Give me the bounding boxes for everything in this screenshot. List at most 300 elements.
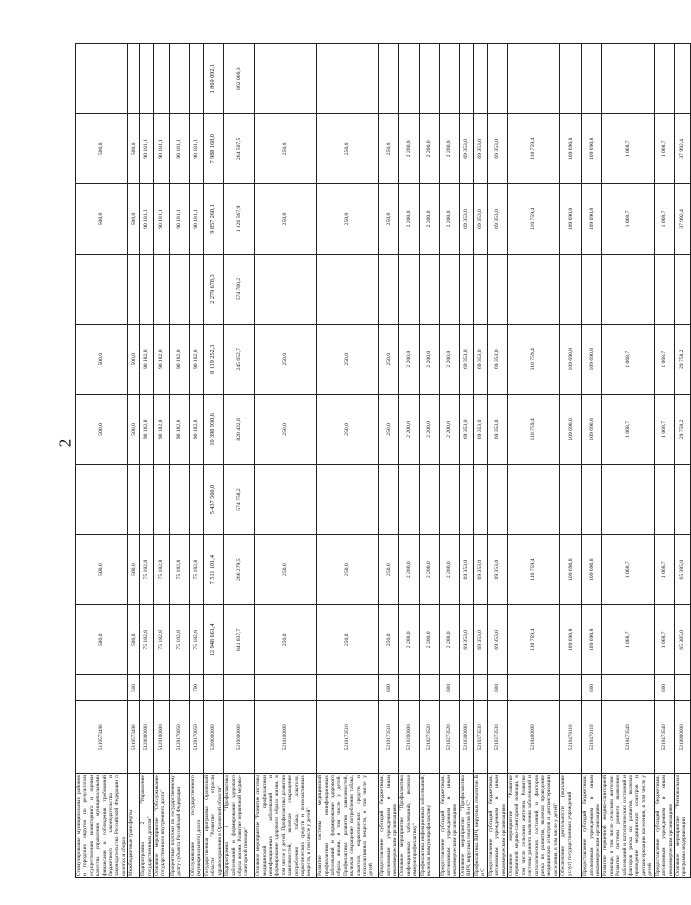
row-value-cell: 500,0 [128,605,140,675]
row-value-cell [76,254,128,324]
row-name-cell: Основное мероприятие "Профилактика ВИЧ, вирусных гепатитов В и С" [459,775,473,876]
row-value-cell: 90 181,1 [190,184,204,254]
row-value-cell: 250,0 [255,394,317,464]
row-value-cell: 2 200,0 [419,535,439,605]
row-code-cell: 5210300000 [459,701,473,774]
row-value-cell: 109 690,8 [560,535,582,605]
row-type-cell [170,675,190,701]
row-value-cell [128,254,140,324]
row-value-cell [487,44,507,114]
row-name-cell: Процентные платежи по государственному долгу субъекта Российской Федерации [170,774,190,878]
row-value-cell [128,44,140,114]
table-row [190,44,204,878]
row-code-cell: 5120100000 [154,701,170,774]
row-value-cell: 109 690,8 [560,605,582,675]
row-value-cell: 110 759,4 [507,535,559,605]
row-value-cell [419,44,439,114]
row-value-cell: 250,0 [317,324,379,394]
row-value-cell: 500,0 [128,394,140,464]
row-name-cell: Обеспечение деятельности (оказание услуг) государственных учреждений [560,774,582,878]
row-value-cell: 90 181,1 [140,184,154,254]
row-type-cell: 700 [190,675,204,701]
row-value-cell [602,254,654,324]
row-value-cell: 2 200,0 [399,324,419,394]
row-name-cell: Государственная программа Орловской области "Развитие отрасли здравоохранения в Орловской области" [203,775,223,876]
row-value-cell: 1 068,7 [654,605,674,675]
row-name-cell: Основное мероприятие "Развитие первичной медико-санитарной помощи, в том числе сельским жителям. Развитие системы раннего выявления заболеваний и патологических состояний и факторов риска их развития, включая проведение медицинских осмотров и диспансеризации населения, в том числе у детей" [507,775,559,876]
row-code-cell: 5210100000 [255,701,317,774]
row-value-cell: 250,0 [379,324,399,394]
row-value-cell [602,44,654,114]
row-value-cell: 250,0 [317,394,379,464]
row-value-cell: 1 068,7 [654,114,674,184]
row-value-cell: 90 181,1 [154,184,170,254]
row-value-cell: 90 182,8 [154,394,170,464]
row-value-cell: 2 200,0 [439,394,459,464]
table-row [379,44,399,878]
row-value-cell: 90 182,8 [154,324,170,394]
row-value-cell: 250,0 [255,535,317,605]
row-value-cell: 2 200,0 [439,605,459,675]
row-value-cell: 500,0 [76,394,128,464]
row-value-cell [419,464,439,534]
row-value-cell: 2 279 678,3 [203,254,223,324]
row-value-cell [473,254,487,324]
row-value-cell: 69 353,0 [473,535,487,605]
row-value-cell: 90 182,8 [170,324,190,394]
row-type-cell [224,675,255,701]
row-value-cell [654,464,674,534]
row-value-cell: 110 759,4 [507,394,559,464]
row-value-cell: 90 182,8 [140,324,154,394]
row-value-cell: 75 182,8 [190,535,204,605]
row-value-cell: 7 511 101,4 [203,535,223,605]
row-value-cell [654,44,674,114]
row-type-cell [154,675,170,701]
row-type-cell [602,675,654,701]
table-row [76,44,128,878]
row-type-cell [507,675,559,701]
row-value-cell [170,464,190,534]
row-code-cell: 5210373530 [473,701,487,774]
row-code-cell: 5120170050 [190,701,204,774]
row-value-cell: 2 200,0 [439,184,459,254]
row-value-cell: 1 068,7 [654,324,674,394]
row-code-cell: 5210173510 [317,701,379,774]
row-code-cell: 5210200000 [399,701,419,774]
table-row [170,44,190,878]
row-value-cell: 1 068,7 [654,535,674,605]
row-value-cell: 7 988 168,0 [203,114,223,184]
row-value-cell [439,464,459,534]
row-value-cell: 1 068,7 [654,394,674,464]
row-value-cell: 90 181,1 [170,114,190,184]
row-value-cell: 75 182,8 [140,605,154,675]
row-value-cell: 245 652,7 [224,324,255,394]
row-value-cell: 264 507,5 [224,114,255,184]
row-value-cell: 110 759,4 [507,114,559,184]
row-value-cell: 2 200,0 [419,114,439,184]
row-name-cell: Обслуживание государственного (муниципального) долга [190,775,203,876]
row-value-cell: 2 200,0 [399,535,419,605]
table-row [459,44,473,878]
row-value-cell [399,254,419,324]
row-value-cell: 29 758,2 [674,324,690,394]
row-value-cell: 500,0 [76,605,128,675]
row-value-cell: 2 200,0 [439,535,459,605]
table-row [128,44,140,878]
table-row [487,44,507,878]
row-type-cell: 600 [582,675,602,701]
row-value-cell [459,254,473,324]
row-value-cell: 110 759,4 [507,184,559,254]
row-name-cell: Развитие первичной медико-санитарной помощи, в том числе сельским жителям. Развитие системы раннего выявления заболеваний и патологических состояний и факторов риска их развития, включая проведение медицинских осмотров и диспансеризации населения, в том числе у детей [602,775,654,876]
row-value-cell: 12 948 661,4 [203,605,223,675]
row-code-cell: 5210273520 [439,701,459,774]
row-value-cell [170,254,190,324]
row-code-cell: 5210173510 [379,701,399,774]
row-value-cell: 109 690,8 [560,324,582,394]
row-value-cell: 250,0 [379,394,399,464]
row-code-cell: 5210470110 [560,701,582,774]
row-value-cell [399,464,419,534]
row-type-cell [560,675,582,701]
row-value-cell: 250,0 [317,114,379,184]
row-value-cell [255,254,317,324]
row-value-cell [379,464,399,534]
row-value-cell: 69 353,0 [487,394,507,464]
row-value-cell [140,44,154,114]
row-value-cell: 1 126 567,9 [224,184,255,254]
row-value-cell [154,254,170,324]
row-value-cell [582,254,602,324]
row-value-cell: 250,0 [317,605,379,675]
row-value-cell: 1 068,7 [602,605,654,675]
row-value-cell: 1 869 092,1 [203,44,223,114]
row-value-cell: 862 060,3 [224,44,255,114]
row-value-cell [399,44,419,114]
row-name-cell: Предоставление субсидий бюджетным, автономным учреждениям и иным некоммерческим организациям [654,775,674,876]
row-value-cell [140,254,154,324]
row-code-cell: 5210473540 [654,701,674,774]
row-value-cell: 110 759,4 [507,324,559,394]
row-value-cell: 10 398 930,6 [203,394,223,464]
row-value-cell: 75 182,8 [140,535,154,605]
row-value-cell [473,44,487,114]
row-value-cell: 69 353,0 [487,114,507,184]
row-value-cell: 90 182,8 [140,394,154,464]
row-value-cell: 90 181,1 [154,114,170,184]
row-name-cell: Профилактика ВИЧ, вирусных гепатитов В и С [473,775,487,876]
row-value-cell: 2 200,0 [419,184,439,254]
row-value-cell: 90 181,1 [190,114,204,184]
row-value-cell: 500,0 [76,324,128,394]
row-value-cell: 69 353,0 [459,324,473,394]
row-value-cell: 250,0 [379,114,399,184]
row-code-cell: 5200000000 [203,701,223,774]
row-value-cell: 109 690,8 [560,114,582,184]
row-value-cell [439,44,459,114]
row-value-cell: 69 353,0 [473,605,487,675]
row-type-cell [459,675,473,701]
row-value-cell: 8 119 252,3 [203,324,223,394]
row-value-cell: 69 353,0 [473,324,487,394]
row-value-cell: 250,0 [255,114,317,184]
row-name-cell: Основное мероприятие "Развитие системы медицинской профилактики неинфекционных заболеваний и формирование здорового образа жизни, в том числе у детей. Профилактика развития зависимостей, включая сокращение потребления табака, алкоголя, наркотических средств и психоактивных веществ, в том числе у детей" [255,774,317,878]
row-value-cell [128,464,140,534]
row-value-cell [190,44,204,114]
row-value-cell: 250,0 [379,605,399,675]
row-value-cell: 75 182,8 [170,535,190,605]
row-type-cell [203,675,223,701]
row-value-cell [379,254,399,324]
row-type-cell [255,675,317,701]
row-name-cell: Подпрограмма 1 "Профилактика заболеваний и формирование здорового образа жизни. Развитие первичной медико-санитарной помощи" [224,774,255,878]
row-value-cell [419,254,439,324]
table-row [674,44,690,878]
table-row [654,44,674,878]
row-value-cell: 2 200,0 [399,394,419,464]
row-value-cell: 500,0 [128,535,140,605]
row-type-cell [674,675,690,701]
row-value-cell: 500,0 [128,184,140,254]
row-value-cell: 69 353,0 [487,324,507,394]
table-row [560,44,582,878]
row-type-cell [419,675,439,701]
row-type-cell [317,675,379,701]
row-value-cell [560,464,582,534]
row-value-cell: 29 758,2 [674,394,690,464]
row-name-cell: Развитие системы медицинской профилактики неинфекционных заболеваний и формирование здорового образа жизни, в том числе у детей. Профилактика развития зависимостей, включая сокращение потребления табака, алкоголя, наркотических средств и психоактивных веществ, в том числе у детей [317,774,379,878]
row-code-cell: 5210000000 [224,701,255,774]
row-value-cell: 1 068,7 [602,184,654,254]
budget-table-rotated [75,43,688,878]
row-code-cell: 5210273520 [419,701,439,774]
row-value-cell [507,464,559,534]
row-value-cell: 90 181,1 [140,114,154,184]
row-value-cell: 574 758,2 [224,464,255,534]
row-value-cell: 75 182,8 [190,605,204,675]
row-value-cell: 69 353,0 [473,394,487,464]
row-value-cell [140,464,154,534]
row-value-cell: 75 182,8 [170,605,190,675]
row-name-cell: Подпрограмма 2 "Управление государственным долгом" [140,775,153,876]
row-value-cell [190,464,204,534]
row-value-cell [582,44,602,114]
row-type-cell: 600 [379,675,399,701]
page-number: 2 [55,438,75,448]
row-value-cell: 69 353,0 [459,535,473,605]
row-code-cell: 5210373530 [487,701,507,774]
row-value-cell: 109 690,8 [582,184,602,254]
row-value-cell: 69 353,0 [487,605,507,675]
row-value-cell: 266 279,5 [224,535,255,605]
row-code-cell: 5120170050 [170,701,190,774]
row-name-cell: Межбюджетные трансферты [128,774,140,878]
row-value-cell [560,254,582,324]
table-row [140,44,154,878]
row-value-cell: 2 200,0 [419,324,439,394]
row-value-cell: 500,0 [128,324,140,394]
row-type-cell [140,675,154,701]
row-name-cell: Предоставление субсидий бюджетным, автономным учреждениям и иным некоммерческим организациям [487,775,507,876]
row-code-cell: 5210400000 [507,701,559,774]
row-value-cell: 65 385,0 [674,535,690,605]
row-value-cell: 109 690,8 [560,394,582,464]
row-value-cell: 1 068,7 [602,394,654,464]
row-code-cell: 5110573490 [76,701,128,774]
row-value-cell [654,254,674,324]
row-value-cell: 69 353,0 [473,114,487,184]
table-row [473,44,487,878]
row-value-cell [317,44,379,114]
row-value-cell: 75 182,8 [154,605,170,675]
row-value-cell: 69 353,0 [459,184,473,254]
row-type-cell: 600 [487,675,507,701]
row-value-cell: 65 385,0 [674,605,690,675]
row-value-cell: 90 182,8 [170,394,190,464]
row-value-cell [439,254,459,324]
row-value-cell: 109 690,8 [582,394,602,464]
table-row [203,44,223,878]
row-value-cell: 250,0 [255,324,317,394]
row-value-cell [317,254,379,324]
row-value-cell: 109 690,8 [582,605,602,675]
row-value-cell [507,254,559,324]
table-row [255,44,317,878]
row-code-cell: 5210900000 [674,701,690,774]
row-value-cell: 2 200,0 [399,605,419,675]
row-value-cell: 109 690,8 [582,114,602,184]
row-value-cell: 1 068,7 [602,114,654,184]
table-row [439,44,459,878]
row-value-cell: 90 182,8 [190,324,204,394]
row-value-cell: 69 353,0 [487,535,507,605]
row-type-cell [473,675,487,701]
row-value-cell: 109 690,8 [582,324,602,394]
row-value-cell: 69 353,0 [487,184,507,254]
table-row [154,44,170,878]
table-row [602,44,654,878]
row-value-cell [379,44,399,114]
row-code-cell: 5120000000 [140,701,154,774]
row-code-cell: 5210470110 [582,701,602,774]
row-value-cell: 9 857 260,1 [203,184,223,254]
row-value-cell: 2 200,0 [419,394,439,464]
row-type-cell: 600 [439,675,459,701]
row-value-cell: 69 353,0 [473,184,487,254]
row-type-cell: 600 [654,675,674,701]
row-value-cell: 841 037,7 [224,605,255,675]
table-row [419,44,439,878]
row-value-cell [255,464,317,534]
row-value-cell: 2 200,0 [439,324,459,394]
row-value-cell [560,44,582,114]
row-name-cell: Основное мероприятие "Региональная программа модернизации [674,774,690,878]
row-type-cell: 500 [128,675,140,701]
row-code-cell: 5110573490 [128,701,140,774]
row-type-cell [76,675,128,701]
row-value-cell: 69 353,0 [459,114,473,184]
row-value-cell [487,254,507,324]
row-value-cell: 500,0 [128,114,140,184]
row-name-cell: Предоставление субсидий бюджетным, автономным учреждениям и иным некоммерческим организациям [439,775,459,876]
row-value-cell: 1 068,7 [654,184,674,254]
row-value-cell: 500,0 [76,114,128,184]
row-name-cell: Основное мероприятие "Обслуживание государственного внутреннего долга" [154,774,170,878]
row-value-cell: 69 353,0 [459,605,473,675]
row-value-cell: 75 182,8 [154,535,170,605]
row-value-cell [255,44,317,114]
row-value-cell: 574 780,2 [224,254,255,324]
row-value-cell [76,464,128,534]
row-value-cell: 820 432,8 [224,394,255,464]
row-value-cell: 250,0 [255,184,317,254]
row-value-cell: 2 200,0 [419,605,439,675]
row-type-cell [399,675,419,701]
row-value-cell [507,44,559,114]
row-value-cell: 250,0 [379,184,399,254]
row-value-cell: 109 690,8 [582,535,602,605]
row-value-cell: 250,0 [317,535,379,605]
row-value-cell: 2 200,0 [399,184,419,254]
row-value-cell: 90 181,1 [170,184,190,254]
row-value-cell: 2 200,0 [439,114,459,184]
row-name-cell: Стимулирование муниципальных районов и городских округов по результатам осуществления мониторинга и оценки качества управления муниципальными финансами и соблюдения требований бюджетного законодательства и законодательства Российской Федерации о налогах и сборах [76,775,127,876]
table-row [582,44,602,878]
row-value-cell [459,464,473,534]
row-value-cell: 250,0 [317,184,379,254]
row-value-cell [674,464,690,534]
row-value-cell [154,44,170,114]
row-value-cell: 37 992,4 [674,114,690,184]
row-value-cell [317,464,379,534]
table-row [224,44,255,878]
row-name-cell: Предоставление субсидий бюджетным, автономным учреждениям и иным некоммерческим организациям [379,775,398,876]
row-code-cell: 5210473540 [602,701,654,774]
row-name-cell: Предоставление субсидий бюджетным, автономным учреждениям и иным некоммерческим организациям [582,775,602,876]
row-value-cell: 250,0 [379,535,399,605]
row-value-cell: 1 068,7 [602,535,654,605]
table-row [317,44,379,878]
row-value-cell [582,464,602,534]
row-value-cell: 2 200,0 [399,114,419,184]
row-value-cell: 5 437 560,0 [203,464,223,534]
row-value-cell: 500,0 [76,535,128,605]
row-value-cell [76,44,128,114]
row-value-cell: 69 353,0 [459,394,473,464]
row-value-cell: 37 992,4 [674,184,690,254]
budget-table [75,43,691,878]
row-value-cell: 110 759,4 [507,605,559,675]
row-value-cell [602,464,654,534]
row-value-cell [674,254,690,324]
row-name-cell: Основное мероприятие "Профилактика инфекционных заболеваний, включая иммунопрофилактику" [399,775,419,876]
row-value-cell [459,44,473,114]
row-value-cell: 109 690,8 [560,184,582,254]
row-value-cell [674,44,690,114]
row-value-cell [487,464,507,534]
row-value-cell [190,254,204,324]
row-value-cell: 90 182,8 [190,394,204,464]
row-value-cell: 250,0 [255,605,317,675]
row-value-cell [170,44,190,114]
table-row [399,44,419,878]
row-value-cell: 500,0 [76,184,128,254]
table-row [507,44,559,878]
row-value-cell [473,464,487,534]
row-name-cell: Профилактика инфекционных заболеваний, включая иммунопрофилактику [419,774,439,878]
